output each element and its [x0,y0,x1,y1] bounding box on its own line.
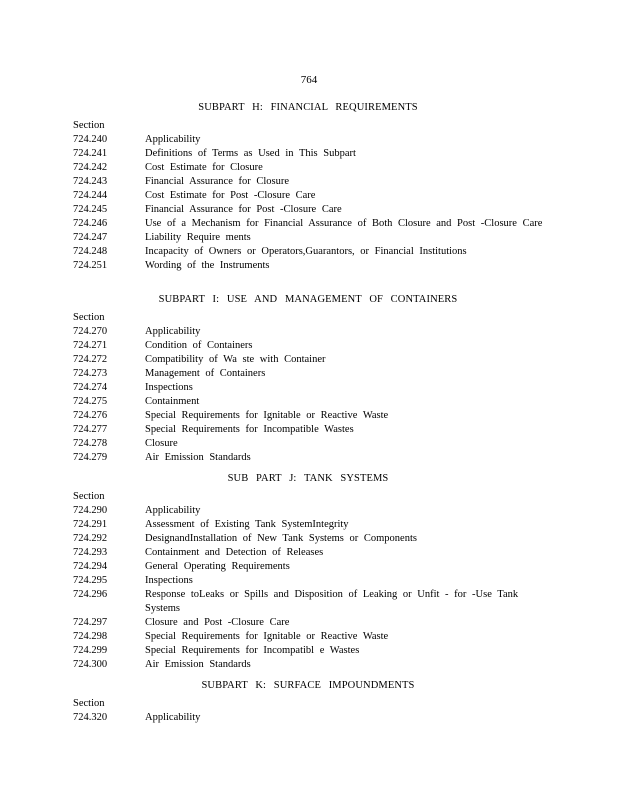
section-number: 724.296 [73,589,108,600]
section-number: 724.293 [73,547,108,558]
section-title: Special Requirements for Ignitable or Reactive Waste [145,631,389,642]
section-number: 724.275 [73,396,108,407]
section-number: 724.279 [73,452,108,463]
section-title: Applicability [145,326,201,337]
section-number: 724.245 [73,204,108,215]
section-number: 724.276 [73,410,108,421]
section-label: Section [73,312,105,323]
section-number: 724.241 [73,148,108,159]
section-number: 724.246 [73,218,108,229]
toc-entry [73,353,543,367]
toc-entry [73,259,543,273]
section-number: 724.243 [73,176,108,187]
toc-entry [73,245,543,259]
toc-entry [73,437,543,451]
toc-entry [73,147,543,161]
subpart-title: SUB PART J: TANK SYSTEMS [227,473,389,484]
section-title: Condition of Containers [145,340,253,351]
section-title: Special Requirements for Incompatible Wastes [145,424,354,435]
toc-entry [73,451,543,465]
toc-entry [73,367,543,381]
toc-entry [73,133,543,147]
toc-entry [73,217,543,231]
section-title: Special Requirements for Incompatibl e Wastes [145,645,360,656]
section-number: 724.299 [73,645,108,656]
toc-entry [73,231,543,245]
toc-entry [73,588,543,616]
section-title: Air Emission Standards [145,659,251,670]
section-title: Inspections [145,382,193,393]
toc-entry [73,644,543,658]
subpart-k [73,679,543,725]
section-title: DesignandInstallation of New Tank Systems or Components [145,533,417,544]
section-number: 724.291 [73,519,108,530]
subpart-title: SUBPART K: SURFACE IMPOUNDMENTS [201,680,415,691]
section-title: Air Emission Standards [145,452,251,463]
toc-entry [73,325,543,339]
subpart-i [73,293,543,465]
section-label: Section [73,491,105,502]
toc-entry [73,560,543,574]
section-number: 724.278 [73,438,108,449]
toc-entry [73,616,543,630]
toc-entry [73,161,543,175]
section-title: Definitions of Terms as Used in This Subpart [145,148,356,159]
section-title: Applicability [145,505,201,516]
toc-entry [73,423,543,437]
section-title: Wording of the Instruments [145,260,270,271]
toc-entry [73,395,543,409]
section-label: Section [73,120,105,131]
section-title: Financial Assurance for Post -Closure Care [145,204,342,215]
section-number: 724.251 [73,260,108,271]
section-title: Assessment of Existing Tank SystemIntegrity [145,519,349,530]
toc-entry [73,574,543,588]
toc-entry [73,504,543,518]
toc-entry [73,203,543,217]
subpart-title: SUBPART H: FINANCIAL REQUIREMENTS [198,102,418,113]
section-number: 724.294 [73,561,108,572]
toc-entry [73,175,543,189]
section-number: 724.320 [73,712,108,723]
section-number: 724.247 [73,232,108,243]
section-title: Applicability [145,134,201,145]
section-label: Section [73,698,105,709]
section-number: 724.248 [73,246,108,257]
subpart-h [73,101,543,273]
section-title: Special Requirements for Ignitable or Reactive Waste [145,410,389,421]
section-title: Response toLeaks or Spills and Disposition of Leaking or Unfit - for -Use Tank Systems [145,589,519,614]
subpart-j [73,472,543,672]
toc-entry [73,630,543,644]
section-number: 724.272 [73,354,108,365]
toc-entry [73,658,543,672]
section-title: Applicability [145,712,201,723]
section-title: Inspections [145,575,193,586]
toc-entry [73,711,543,725]
toc-entry [73,409,543,423]
section-title: Containment and Detection of Releases [145,547,324,558]
section-number: 724.290 [73,505,108,516]
section-title: General Operating Requirements [145,561,290,572]
toc-entry [73,381,543,395]
section-number: 724.295 [73,575,108,586]
toc-entry [73,518,543,532]
section-title: Closure [145,438,178,449]
section-number: 724.240 [73,134,108,145]
toc-entry [73,189,543,203]
section-number: 724.244 [73,190,108,201]
toc-entry [73,546,543,560]
section-title: Incapacity of Owners or Operators,Guarantors, or Financial Institutions [145,246,467,257]
toc-entry [73,339,543,353]
section-number: 724.273 [73,368,108,379]
section-title: Compatibility of Wa ste with Container [145,354,326,365]
section-title: Closure and Post -Closure Care [145,617,290,628]
section-title: Use of a Mechanism for Financial Assurance of Both Closure and Post -Closure Care [145,218,543,229]
section-title: Cost Estimate for Post -Closure Care [145,190,316,201]
section-title: Financial Assurance for Closure [145,176,290,187]
section-title: Liability Require ments [145,232,251,243]
section-number: 724.270 [73,326,108,337]
section-number: 724.297 [73,617,108,628]
section-number: 724.298 [73,631,108,642]
toc-entry [73,532,543,546]
page-number: 764 [300,74,318,86]
section-title: Management of Containers [145,368,266,379]
subpart-title: SUBPART I: USE AND MANAGEMENT OF CONTAINERS [158,294,458,305]
section-number: 724.242 [73,162,108,173]
section-number: 724.271 [73,340,108,351]
section-number: 724.300 [73,659,108,670]
section-number: 724.292 [73,533,108,544]
section-title: Cost Estimate for Closure [145,162,263,173]
section-number: 724.277 [73,424,108,435]
section-number: 724.274 [73,382,108,393]
section-title: Containment [145,396,200,407]
